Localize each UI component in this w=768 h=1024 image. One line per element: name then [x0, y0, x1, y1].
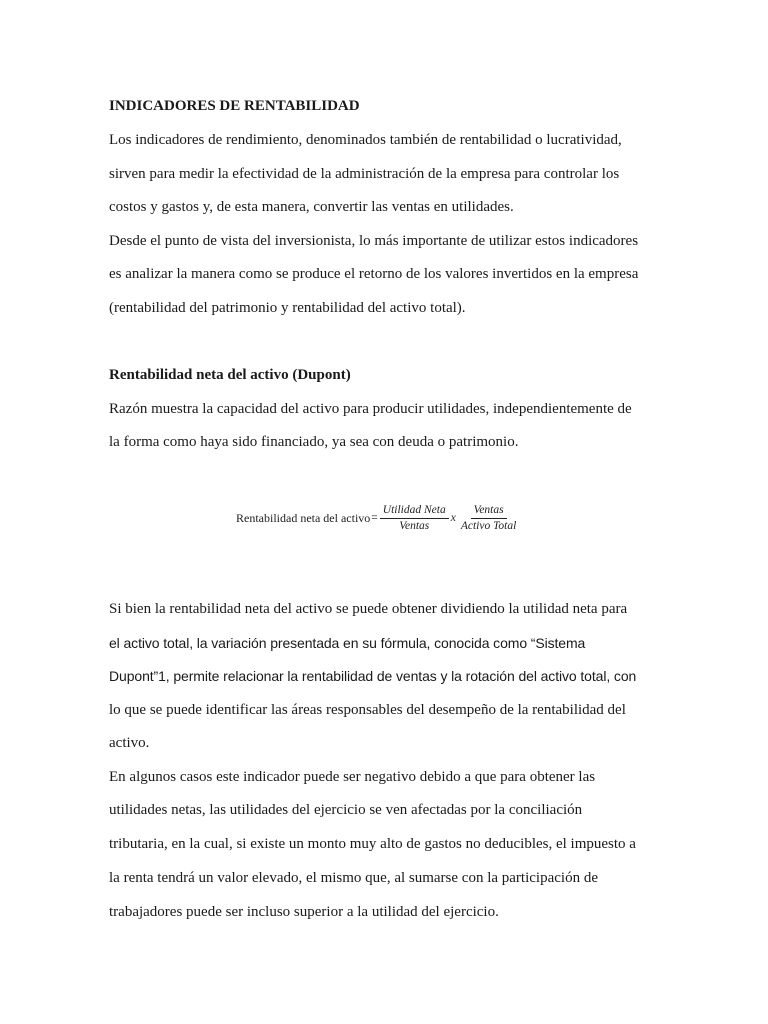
formula-fraction-1 — [380, 504, 449, 533]
section-line-2: la forma como haya sido financiado, ya sea con deuda o patrimonio. — [109, 434, 519, 450]
intro-line-2: sirven para medir la efectividad de la administración de la empresa para controlar los — [109, 166, 620, 182]
intro-line-4: Desde el punto de vista del inversionista, lo más importante de utilizar estos indicadores — [109, 233, 639, 249]
section-line-1: Razón muestra la capacidad del activo para producir utilidades, independientemente de — [109, 401, 632, 417]
body-line-7: utilidades netas, las utilidades del ejercicio se ven afectadas por la conciliación — [109, 802, 583, 818]
fraction-1-numerator: Utilidad Neta — [380, 504, 449, 519]
dupont-formula — [236, 498, 520, 538]
body-line-4: lo que se puede identificar las áreas responsables del desempeño de la rentabilidad del — [109, 702, 626, 718]
fraction-2-numerator: Ventas — [471, 504, 507, 519]
body-line-3: Dupont”1, permite relacionar la rentabilidad de ventas y la rotación del activo total, con — [109, 668, 637, 684]
body-line-2: el activo total, la variación presentada en su fórmula, conocida como “Sistema — [109, 635, 586, 651]
body-line-1: Si bien la rentabilidad neta del activo se puede obtener dividiendo la utilidad neta para — [109, 601, 628, 617]
body-line-8: tributaria, en la cual, si existe un monto muy alto de gastos no deducibles, el impuesto a — [109, 836, 636, 852]
formula-fraction-2 — [458, 504, 519, 533]
intro-line-3: costos y gastos y, de esta manera, convertir las ventas en utilidades. — [109, 199, 514, 215]
intro-line-5: es analizar la manera como se produce el retorno de los valores invertidos en la empresa — [109, 266, 639, 282]
formula-times: x — [450, 512, 456, 524]
document-title: INDICADORES DE RENTABILIDAD — [109, 98, 360, 114]
formula-lhs: Rentabilidad neta del activo — [236, 510, 371, 525]
fraction-1-denominator: Ventas — [399, 519, 430, 532]
body-line-5: activo. — [109, 735, 150, 751]
body-line-10: trabajadores puede ser incluso superior a la utilidad del ejercicio. — [109, 904, 499, 920]
section-heading: Rentabilidad neta del activo (Dupont) — [109, 367, 351, 383]
fraction-2-denominator: Activo Total — [460, 519, 517, 532]
intro-line-6: (rentabilidad del patrimonio y rentabilidad del activo total). — [109, 300, 466, 316]
body-line-6: En algunos casos este indicador puede ser negativo debido a que para obtener las — [109, 769, 596, 785]
formula-equals: = — [371, 512, 378, 524]
body-line-9: la renta tendrá un valor elevado, el mismo que, al sumarse con la participación de — [109, 870, 598, 886]
intro-line-1: Los indicadores de rendimiento, denominados también de rentabilidad o lucratividad, — [109, 132, 622, 148]
